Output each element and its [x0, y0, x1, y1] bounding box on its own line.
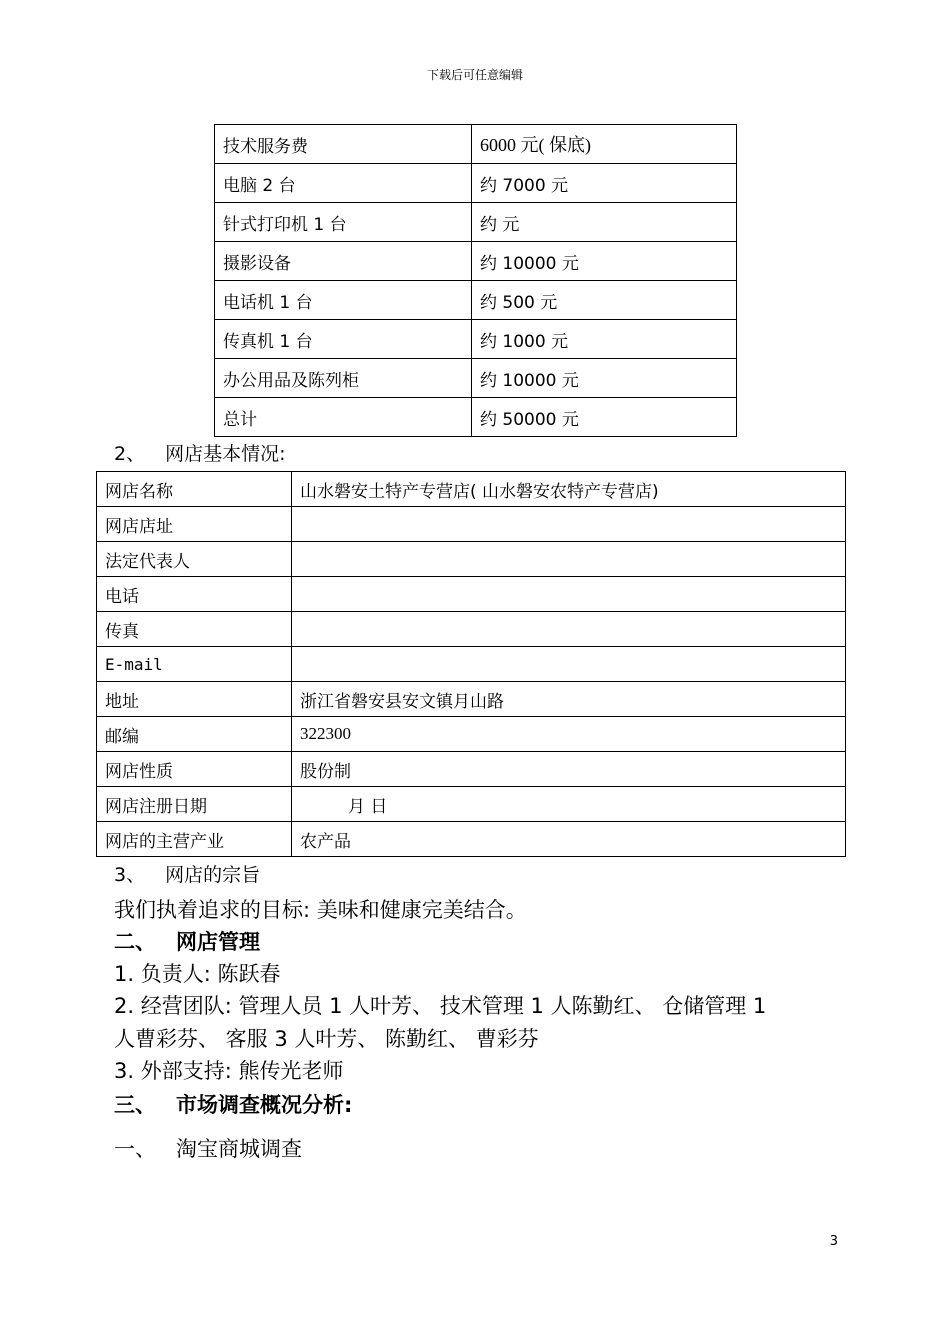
table-row — [215, 203, 737, 242]
table-row — [97, 822, 846, 857]
sub1-title: 淘宝商城调查 — [176, 1137, 302, 1161]
table-row — [97, 647, 846, 682]
part2-heading — [114, 926, 260, 956]
row-label-cell: 针式打印机 1 台 — [215, 203, 472, 242]
row-value-cell: 股份制 — [292, 752, 846, 787]
cost-table — [214, 124, 737, 437]
table-row — [215, 359, 737, 398]
row-value-cell: 约 7000 元 — [472, 164, 737, 203]
row-value-cell: 农产品 — [292, 822, 846, 857]
part3-number: 三、 — [114, 1093, 156, 1117]
table-row — [97, 752, 846, 787]
table-row — [215, 320, 737, 359]
part3-heading — [114, 1089, 352, 1119]
row-value-cell: 约 500 元 — [472, 281, 737, 320]
row-value-cell: 约 10000 元 — [472, 359, 737, 398]
row-value-cell: 322300 — [292, 717, 846, 752]
list-item: 2. 经营团队: 管理人员 1 人叶芳、 技术管理 1 人陈勤红、 仓储管理 1 — [114, 994, 767, 1018]
list-item: 1. 负责人: 陈跃春 — [114, 962, 281, 986]
row-value-cell — [292, 647, 846, 682]
row-label-cell: 网店名称 — [97, 472, 292, 507]
list-item: 3. 外部支持: 熊传光老师 — [114, 1059, 344, 1083]
row-value-cell — [292, 507, 846, 542]
row-label-cell: 办公用品及陈列柜 — [215, 359, 472, 398]
section2-heading — [114, 439, 286, 466]
table-row — [215, 164, 737, 203]
section3-title: 网店的宗旨 — [165, 864, 261, 886]
row-value-cell: 浙江省磐安县安文镇月山路 — [292, 682, 846, 717]
row-label-cell: 技术服务费 — [215, 125, 472, 164]
table-row — [215, 125, 737, 164]
part2-number: 二、 — [114, 930, 156, 954]
row-value-cell: 约 元 — [472, 203, 737, 242]
row-value-cell — [292, 577, 846, 612]
row-value-cell: 约 1000 元 — [472, 320, 737, 359]
row-label-cell: E-mail — [97, 647, 292, 682]
shop-info-table — [96, 471, 846, 857]
section3-number: 3、 — [114, 864, 146, 886]
row-value-cell — [292, 542, 846, 577]
table-row — [97, 717, 846, 752]
row-label-cell: 邮编 — [97, 717, 292, 752]
row-value-cell: 约 50000 元 — [472, 398, 737, 437]
row-value-cell: 6000 元( 保底) — [472, 125, 737, 164]
row-label-cell: 传真 — [97, 612, 292, 647]
row-label-cell: 电话机 1 台 — [215, 281, 472, 320]
table-row — [97, 612, 846, 647]
table-row — [97, 507, 846, 542]
row-value-cell: 约 10000 元 — [472, 242, 737, 281]
section2-title: 网店基本情况: — [165, 443, 286, 465]
row-label-cell: 总计 — [215, 398, 472, 437]
page-number: 3 — [829, 1234, 838, 1249]
table-row — [97, 472, 846, 507]
table-row — [97, 542, 846, 577]
list-item: 人曹彩芬、 客服 3 人叶芳、 陈勤红、 曹彩芬 — [114, 1027, 539, 1051]
sub1-number: 一、 — [114, 1137, 156, 1161]
row-value-cell: 山水磐安土特产专营店( 山水磐安农特产专营店) — [292, 472, 846, 507]
row-label-cell: 摄影设备 — [215, 242, 472, 281]
row-value-cell: 月 日 — [292, 787, 846, 822]
row-label-cell: 电话 — [97, 577, 292, 612]
row-label-cell: 网店性质 — [97, 752, 292, 787]
row-label-cell: 地址 — [97, 682, 292, 717]
row-label-cell: 法定代表人 — [97, 542, 292, 577]
mission-text: 我们执着追求的目标: 美味和健康完美结合。 — [114, 898, 527, 922]
table-row — [97, 682, 846, 717]
row-label-cell: 网店店址 — [97, 507, 292, 542]
row-value-cell — [292, 612, 846, 647]
table-row — [97, 577, 846, 612]
sub1-heading — [114, 1133, 302, 1163]
table-row — [215, 398, 737, 437]
section3-heading — [114, 860, 260, 887]
row-label-cell: 网店的主营产业 — [97, 822, 292, 857]
part3-title: 市场调查概况分析: — [176, 1093, 353, 1117]
table-row — [215, 242, 737, 281]
part2-title: 网店管理 — [176, 930, 260, 954]
section2-number: 2、 — [114, 443, 146, 465]
row-label-cell: 电脑 2 台 — [215, 164, 472, 203]
table-row — [215, 281, 737, 320]
table-row — [97, 787, 846, 822]
row-label-cell: 网店注册日期 — [97, 787, 292, 822]
header-note: 下载后可任意编辑 — [426, 68, 523, 82]
row-label-cell: 传真机 1 台 — [215, 320, 472, 359]
